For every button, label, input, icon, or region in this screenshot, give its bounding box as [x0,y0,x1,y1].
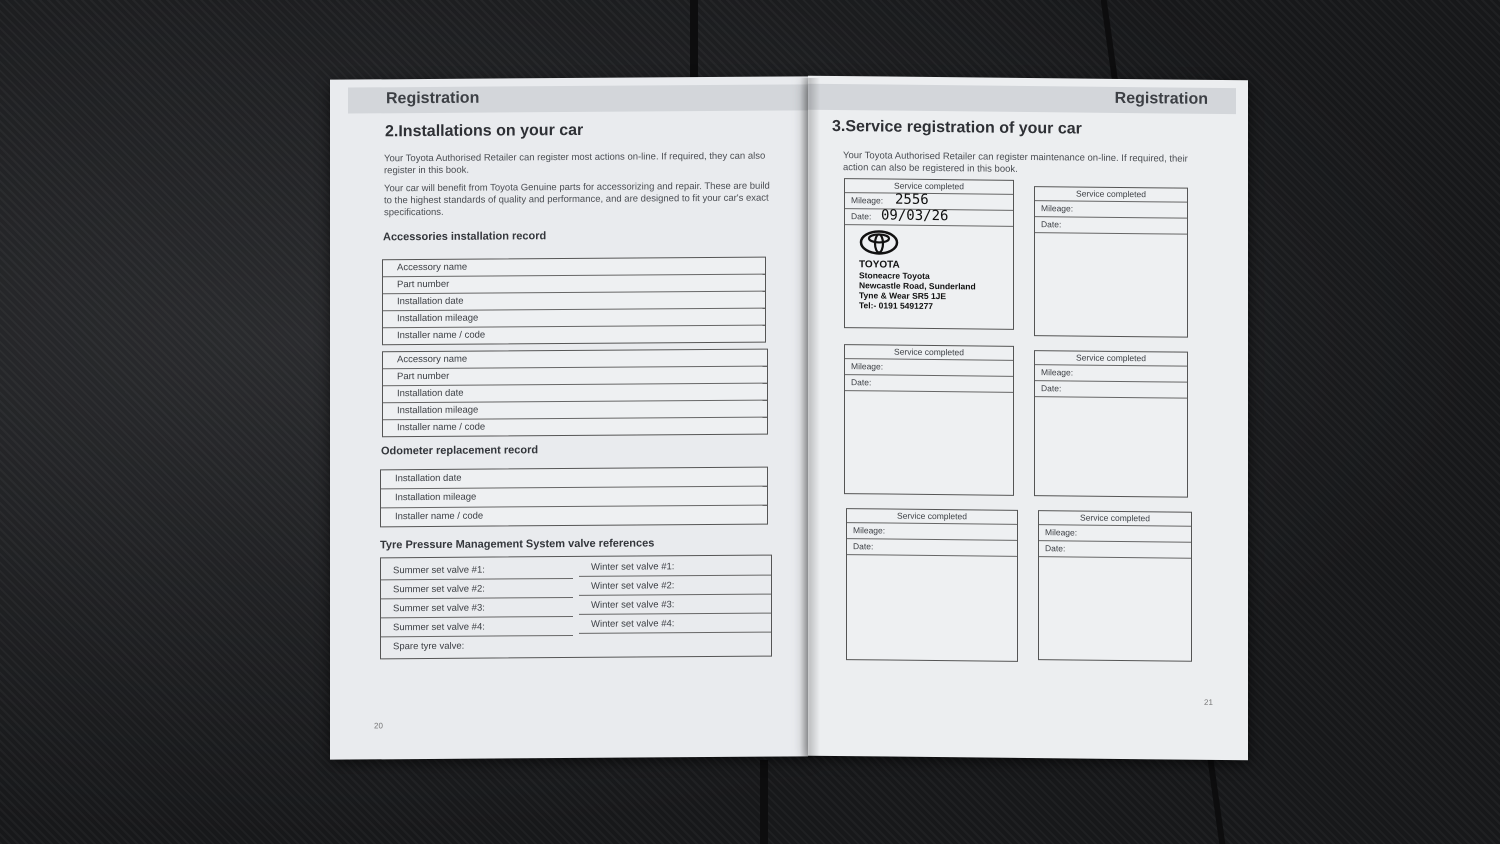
handwritten-date: 09/03/26 [881,207,949,225]
intro-paragraph: Your Toyota Authorised Retailer can register most actions on-line. If required, they can also register in this book. [384,150,766,177]
form-row: Installation mileage [383,309,765,329]
form-row: Installation mileage [383,401,767,421]
summer-valve: Summer set valve #3: [381,599,573,618]
mileage-row: Mileage: [1035,365,1187,383]
date-row: Date: [1039,541,1191,559]
form-row: Installation mileage [381,487,767,509]
form-row: Installer name / code [395,510,484,523]
odometer-title: Odometer replacement record [381,444,539,458]
service-record [1034,186,1188,338]
winter-valve: Winter set valve #2: [579,577,771,596]
stamp-line: Stoneacre Toyota [859,270,930,281]
stamp-line: Tyne & Wear SR5 1JE [859,290,947,302]
page-number: 21 [1204,697,1213,707]
service-record [1038,510,1192,662]
service-record [844,344,1014,496]
service-head: Service completed [845,179,1013,195]
book-gutter [800,78,820,758]
date-row: Date: [1035,381,1187,399]
band-title: Registration [1114,89,1208,108]
form-row: Installation date [383,292,765,312]
form-row: Installation date [381,468,767,490]
service-record [1034,350,1188,498]
date-row: Date: [845,375,1013,393]
accessories-title: Accessories installation record [383,230,547,244]
form-row: Installer name / code [397,329,486,342]
handwritten-mileage: 2556 [895,191,929,208]
spare-valve: Spare tyre valve: [393,640,465,653]
stamp-line: Newcastle Road, Sunderland [859,280,976,292]
intro-paragraph: Your car will benefit from Toyota Genuine parts for accessorizing and repair. These are build to the highest standards of quality and performance, and are designed to fit your car's exact specifications. [384,180,770,219]
intro-paragraph: Your Toyota Authorised Retailer can register maintenance on-line. If required, their action can also be registered in this book. [843,150,1188,175]
page-number: 20 [374,721,383,731]
tpms-record [380,555,772,660]
date-label: Date: [851,211,872,222]
date-row: Date: [847,539,1017,557]
form-row: Part number [383,275,765,295]
service-head: Service completed [845,345,1013,361]
mileage-row: Mileage: [845,359,1013,377]
stamp-line: Tel:- 0191 5491277 [859,300,934,312]
dealer-stamp [859,229,989,320]
mileage-row: Mileage: [847,523,1017,541]
service-head: Service completed [1035,351,1187,367]
form-row: Installation date [383,384,767,404]
mileage-row: Mileage: [1039,525,1191,543]
left-page [330,76,808,759]
seat-seam [760,760,768,844]
accessory-record [382,257,766,346]
service-head: Service completed [847,509,1017,525]
form-row: Accessory name [383,350,767,370]
accessory-record [382,349,768,438]
service-head: Service completed [1035,187,1187,203]
summer-valve: Summer set valve #1: [381,561,573,580]
section-heading: 3.Service registration of your car [832,117,1082,138]
stamp-brand: TOYOTA [859,259,900,271]
service-head: Service completed [1039,511,1191,527]
mileage-label: Mileage: [851,195,884,206]
form-row: Installer name / code [397,421,486,434]
band-title: Registration [386,89,480,108]
section-heading: 2.Installations on your car [385,121,584,141]
date-row: Date: [1035,217,1187,235]
service-record [846,508,1018,662]
summer-valve: Summer set valve #2: [381,580,573,599]
tpms-title: Tyre Pressure Management System valve references [380,537,655,552]
service-book [330,78,1255,763]
mileage-row: Mileage: [1035,201,1187,219]
form-row: Accessory name [383,258,765,278]
right-page [808,76,1248,761]
service-record-filled [844,178,1014,330]
summer-valve: Summer set valve #4: [381,618,573,637]
toyota-logo-icon [859,229,899,255]
winter-valve: Winter set valve #4: [579,615,771,634]
winter-valve: Winter set valve #1: [579,558,771,577]
winter-valve: Winter set valve #3: [579,596,771,615]
header-band [808,84,1236,114]
header-band [348,84,808,113]
odometer-record [380,467,768,528]
form-row: Part number [383,367,767,387]
